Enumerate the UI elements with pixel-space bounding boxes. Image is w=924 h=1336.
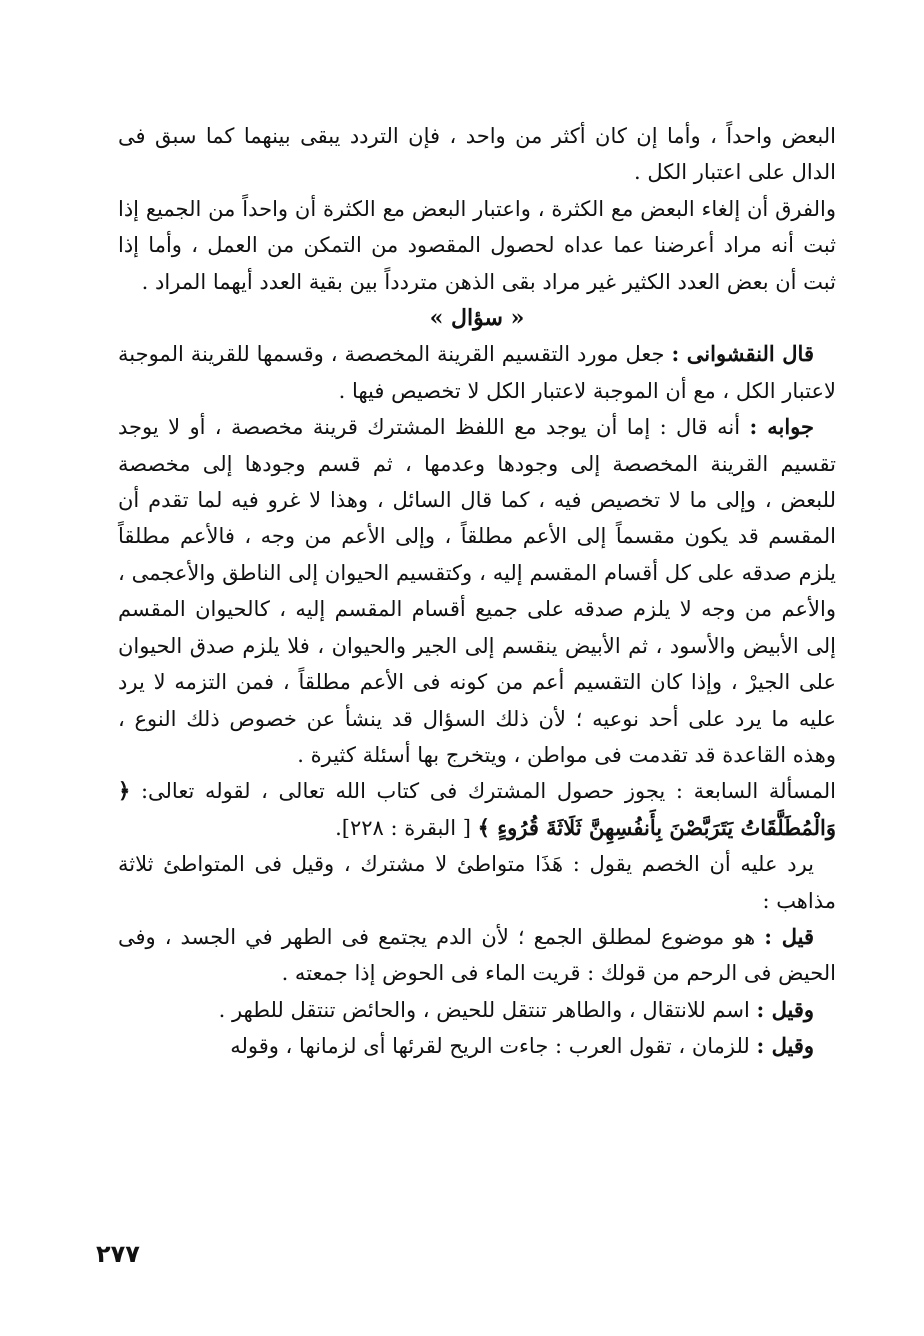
- issue-paragraph: [118, 773, 836, 846]
- view-lead: قيل :: [764, 923, 815, 949]
- answer-paragraph: [118, 409, 836, 773]
- paragraph-continuation: البعض واحداً ، وأما إن كان أكثر من واحد ، فإن التردد يبقى بينهما كما سبق فى الدال على اعتبار الكل .: [118, 124, 836, 185]
- question-text: جعل مورد التقسيم القرينة المخصصة ، وقسمها للقرينة الموجبة لاعتبار الكل ، مع أن الموجبة لاعتبار الكل لا تخصيص فيها .: [118, 342, 836, 403]
- view-text: للزمان ، تقول العرب : جاءت الريح لقرئها أى لزمانها ، وقوله: [230, 1034, 757, 1059]
- view-paragraph-1: [118, 919, 836, 992]
- paragraph-difference: والفرق أن إلغاء البعض مع الكثرة ، واعتبار البعض مع الكثرة أن واحداً من الجميع إذا ثبت أنه مراد أعرضنا عما عداه لحصول المقصود من التمكن من العمل ، وأما إذا ثبت أن بعض العدد الكثير غير مراد بقى الذهن متردداً بين بقية العدد أيهما المراد .: [118, 196, 836, 294]
- question-paragraph: [118, 336, 836, 409]
- quran-verse: ﴿ وَالْمُطَلَّقَاتُ يَتَرَبَّصْنَ بِأَنفُسِهِنَّ ثَلَاثَةَ قُرُوءٍ ﴾: [118, 778, 836, 840]
- page-number: ٢٧٧: [96, 1240, 140, 1268]
- answer-text: أنه قال : إما أن يوجد مع اللفظ المشترك قرينة مخصصة ، أو لا يوجد تقسيم القرينة المخصصة إلى وجودها وعدمها ، ثم قسم وجودها إلى مخصصة للبعض ، وإلى ما لا تخصيص فيه ، كما قال السائل ، وهذا لا غرو فيه لما تقدم أن المقسم قد يكون مقسماً إلى الأعم مطلقاً ، وإلى الأعم من وجه ، فالأعم مطلقاً يلزم صدقه على كل أقسام المقسم إليه ، وكتقسيم الحيوان إلى الناطق والأعجمى ، والأعم من وجه لا يلزم صدقه على جميع أقسام المقسم إليه ، كالحيوان المقسم إلى الأبيض والأسود ، ثم الأبيض ينقسم إلى الجير والحيوان ، فلا يلزم صدق الحيوان على الجيرْ ، وإذا كان التقسيم أعم من كونه فى الأعم مطلقاً ، فمن التزمه لا يرد عليه ما يرد على أحد نوعيه ؛ لأن ذلك السؤال قد ينشأ عن خصوص ذلك النوع ، وهذه القاعدة قد تقدمت فى مواطن ، ويتخرج بها أسئلة كثيرة .: [118, 415, 836, 767]
- section-heading: « سؤال »: [429, 305, 525, 332]
- view-text: هو موضوع لمطلق الجمع ؛ لأن الدم يجتمع فى الطهر في الجسد ، وفى الحيض فى الرحم من قولك : قريت الماء فى الحوض إذا جمعته .: [118, 924, 836, 986]
- view-lead: وقيل :: [756, 1033, 814, 1059]
- view-paragraph-2: [118, 992, 836, 1028]
- objection-paragraph: يرد عليه أن الخصم يقول : هَذَا متواطئ لا مشترك ، وقيل فى المتواطئ ثلاثة مذاهب :: [118, 852, 836, 913]
- question-lead: قال النقشوانى :: [671, 341, 814, 367]
- verse-reference: [ البقرة : ٢٢٨].: [335, 815, 478, 840]
- view-paragraph-3: [118, 1028, 836, 1064]
- issue-text: المسألة السابعة : يجوز حصول المشترك فى كتاب الله تعالى ، لقوله تعالى:: [130, 779, 836, 804]
- view-lead: وقيل :: [756, 996, 814, 1022]
- body-text: [118, 118, 836, 1065]
- view-text: اسم للانتقال ، والطاهر تنتقل للحيض ، والحائض تنتقل للطهر .: [218, 997, 757, 1022]
- answer-lead: جوابه :: [749, 414, 814, 440]
